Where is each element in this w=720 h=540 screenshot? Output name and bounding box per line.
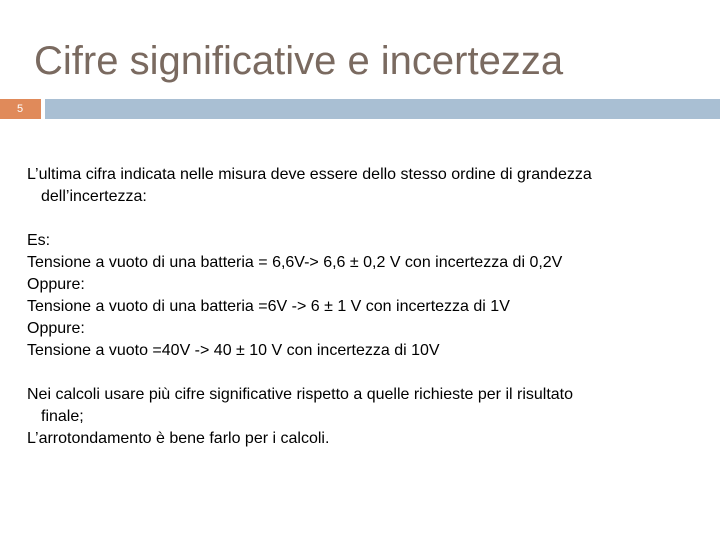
oppure-2: Oppure:: [27, 320, 85, 337]
slide-content: [27, 164, 697, 450]
slide-number: 5: [17, 103, 24, 115]
example-1: Tensione a vuoto di una batteria = 6,6V-> 6,6 ± 0,2 V con incertezza di 0,2V: [27, 254, 563, 271]
slide-title: Cifre significative e incertezza: [34, 39, 564, 83]
paragraph-rule-line2: dell’incertezza:: [41, 188, 147, 205]
examples-label: Es:: [27, 232, 51, 249]
paragraph-rule: [27, 164, 697, 208]
examples-block: [27, 230, 697, 362]
oppure-1: Oppure:: [27, 276, 85, 293]
paragraph-rounding: L’arrotondamento è bene farlo per i calcoli.: [27, 430, 330, 447]
header-accent-bar: [45, 99, 720, 119]
paragraph-calculations-line1: Nei calcoli usare più cifre significative rispetto a quelle richieste per il risultato: [27, 386, 574, 403]
paragraph-rule-line1: L’ultima cifra indicata nelle misura deve essere dello stesso ordine di grandezza: [27, 166, 592, 183]
example-3: Tensione a vuoto =40V -> 40 ± 10 V con incertezza di 10V: [27, 342, 440, 359]
paragraph-calculations: [27, 384, 697, 428]
paragraph-calculations-line2: finale;: [41, 408, 84, 425]
example-2: Tensione a vuoto di una batteria =6V -> 6 ± 1 V con incertezza di 1V: [27, 298, 510, 315]
